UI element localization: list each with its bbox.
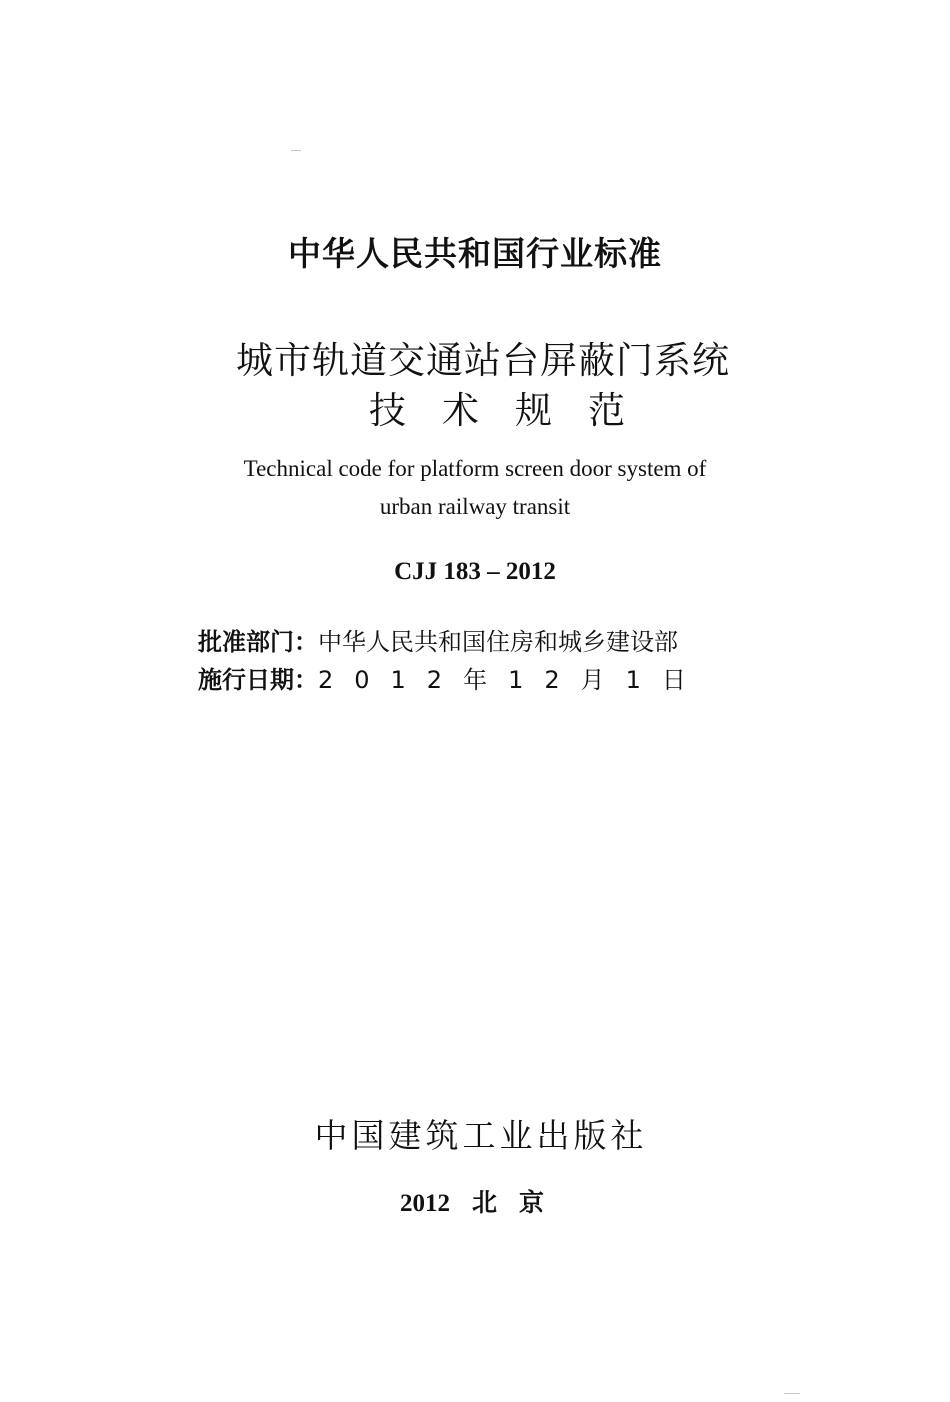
approval-value: 中华人民共和国住房和城乡建设部 [318,628,678,656]
english-title-line-2: urban railway transit [379,494,571,519]
chinese-title-line-1: 城市轨道交通站台屏蔽门系统 [236,339,730,382]
scan-speck [784,1393,800,1394]
publisher: 中国建筑工业出版社 [314,1116,648,1155]
publication-place [0,1183,950,1219]
effective-date-value: 2012年12月1日 [318,666,707,694]
effective-date [198,660,707,695]
publication-year: 2012 [399,1190,450,1217]
approval-label: 批准部门： [198,628,318,656]
standard-code: CJJ 183 – 2012 [394,558,556,585]
scan-speck [291,150,301,151]
publication-city: 北京 [471,1188,566,1217]
standard-type-heading: 中华人民共和国行业标准 [288,234,662,273]
english-title-line-1: Technical code for platform screen door system of [243,456,707,481]
chinese-title-line-2: 技术规范 [369,389,661,432]
approval-department [198,622,678,657]
effective-date-label: 施行日期： [198,666,318,694]
